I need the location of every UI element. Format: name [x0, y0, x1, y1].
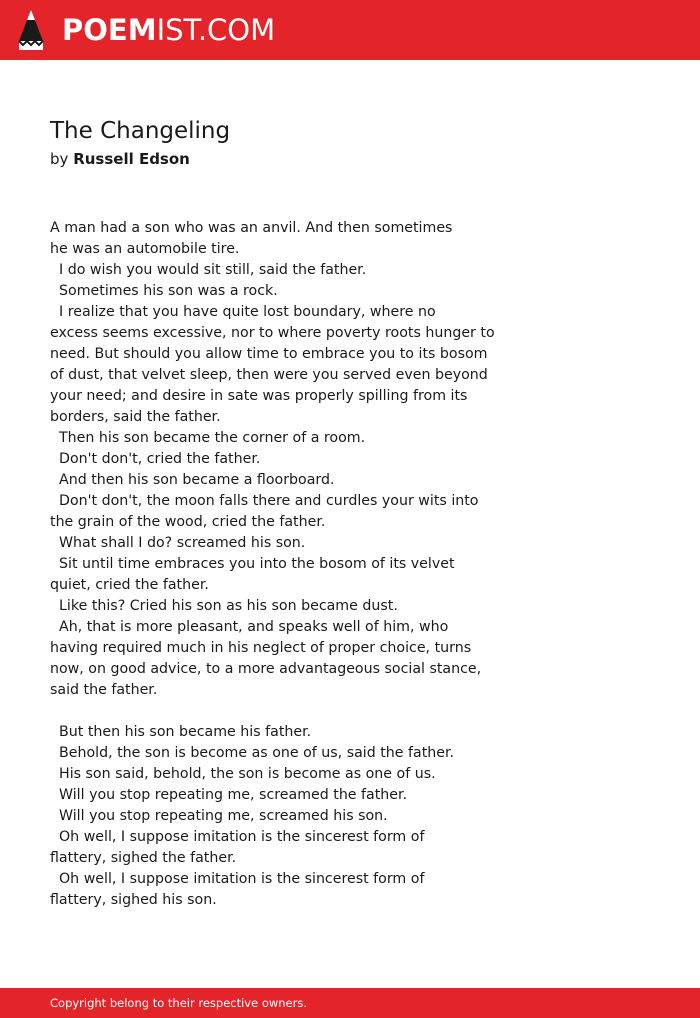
- poem-line: now, on good advice, to a more advantageous social stance,: [50, 661, 482, 677]
- poem-line: he was an automobile tire.: [50, 241, 240, 257]
- site-header: [0, 0, 700, 60]
- poem-line: But then his son became his father.: [50, 724, 312, 740]
- poem-line: Sit until time embraces you into the bosom of its velvet: [50, 556, 455, 572]
- poem-line: excess seems excessive, nor to where poverty roots hunger to: [50, 325, 495, 341]
- byline-prefix: by: [50, 150, 69, 168]
- poem-line: Oh well, I suppose imitation is the sincerest form of: [50, 871, 425, 887]
- poem-line: borders, said the father.: [50, 409, 221, 425]
- poem-author: Russell Edson: [73, 150, 190, 168]
- poem-line: need. But should you allow time to embrace you to its bosom: [50, 346, 488, 362]
- poem-body: [50, 218, 650, 911]
- poem-byline: [50, 149, 190, 169]
- poem-line: Behold, the son is become as one of us, said the father.: [50, 745, 455, 761]
- poem-line: His son said, behold, the son is become as one of us.: [50, 766, 436, 782]
- poem-line: flattery, sighed his son.: [50, 892, 217, 908]
- copyright-text: Copyright belong to their respective owners.: [50, 996, 308, 1010]
- brand-bold-text: POEM: [62, 13, 157, 47]
- pencil-tip-icon[interactable]: [18, 9, 44, 51]
- poem-line: Don't don't, cried the father.: [50, 451, 261, 467]
- poem-line: quiet, cried the father.: [50, 577, 209, 593]
- poem-line: A man had a son who was an anvil. And then sometimes: [50, 220, 453, 236]
- poem-line: And then his son became a floorboard.: [50, 472, 335, 488]
- poem-line: your need; and desire in sate was properly spilling from its: [50, 388, 468, 404]
- poem-line: Sometimes his son was a rock.: [50, 283, 278, 299]
- poem-line: I realize that you have quite lost boundary, where no: [50, 304, 436, 320]
- brand-light-text: IST.COM: [156, 13, 276, 47]
- poem-line: the grain of the wood, cried the father.: [50, 514, 326, 530]
- site-logo[interactable]: [62, 10, 275, 50]
- poem-line: Don't don't, the moon falls there and curdles your wits into: [50, 493, 479, 509]
- poem-line: having required much in his neglect of proper choice, turns: [50, 640, 472, 656]
- poem-line: Will you stop repeating me, screamed the father.: [50, 787, 408, 803]
- poem-line: flattery, sighed the father.: [50, 850, 237, 866]
- poem-line: I do wish you would sit still, said the father.: [50, 262, 367, 278]
- poem-line: [50, 701, 650, 722]
- poem-line: Ah, that is more pleasant, and speaks well of him, who: [50, 619, 449, 635]
- poem-title: The Changeling: [50, 118, 231, 144]
- poem-line: said the father.: [50, 682, 158, 698]
- poem-line: of dust, that velvet sleep, then were you served even beyond: [50, 367, 488, 383]
- site-footer: [0, 988, 700, 1018]
- poem-line: Oh well, I suppose imitation is the sincerest form of: [50, 829, 425, 845]
- poem-line: What shall I do? screamed his son.: [50, 535, 306, 551]
- poem-line: Like this? Cried his son as his son became dust.: [50, 598, 398, 614]
- poem-line: Then his son became the corner of a room.: [50, 430, 366, 446]
- poem-line: Will you stop repeating me, screamed his son.: [50, 808, 388, 824]
